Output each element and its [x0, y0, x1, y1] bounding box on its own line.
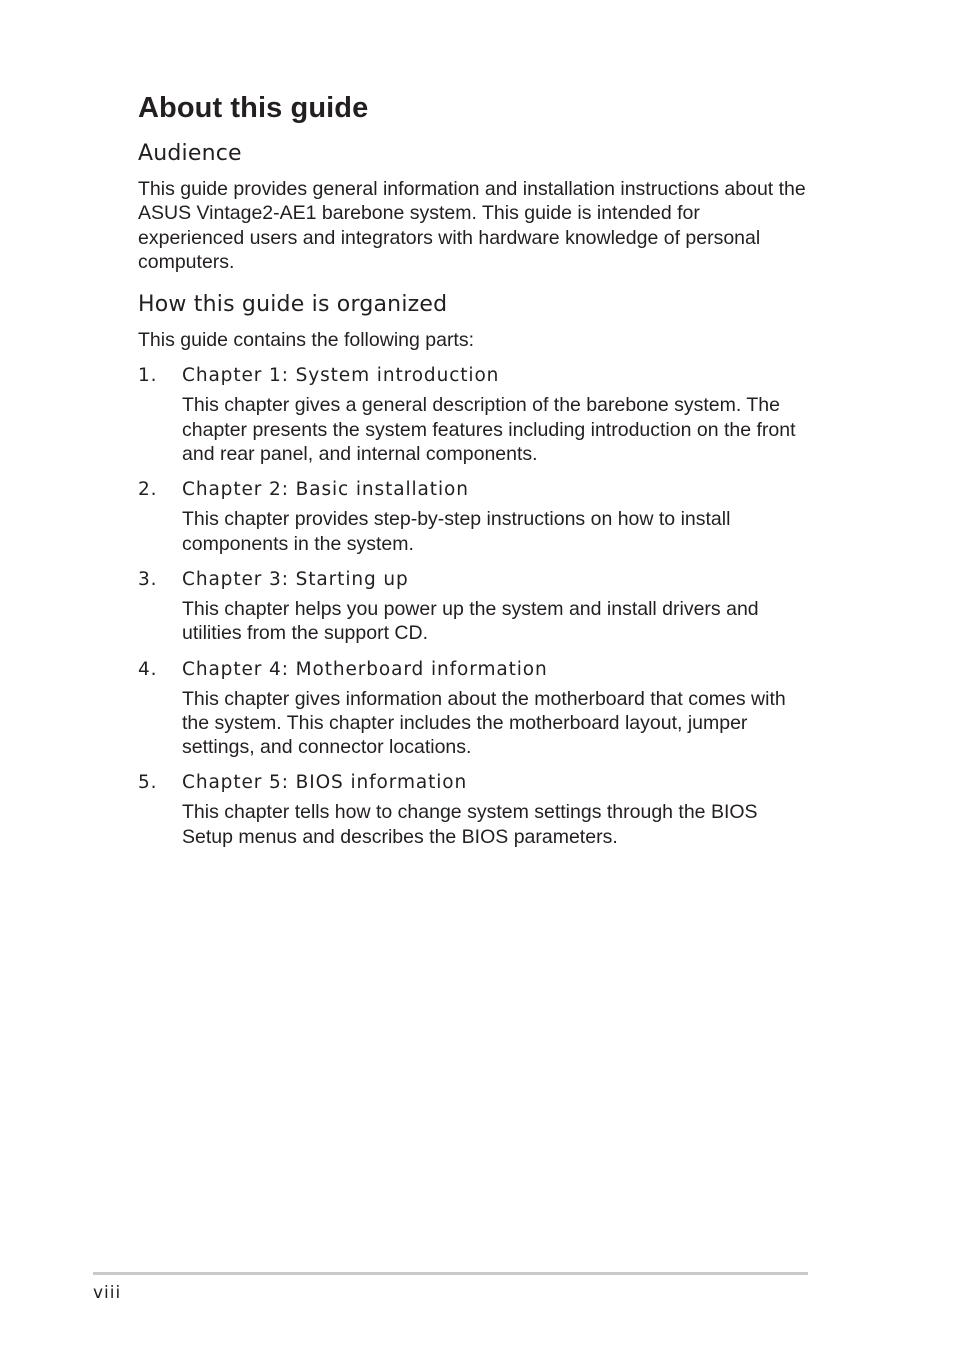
organized-heading: How this guide is organized: [138, 292, 448, 318]
chapter-item-3: [138, 568, 808, 646]
chapter-number: 1.: [138, 365, 158, 387]
chapter-title: [138, 658, 808, 682]
chapter-title: [138, 364, 808, 388]
chapter-description: This chapter helps you power up the system and install drivers and utilities from the support CD.: [182, 597, 759, 645]
chapter-title: [138, 568, 808, 592]
audience-heading: Audience: [138, 141, 242, 166]
chapter-item-1: [138, 364, 808, 466]
audience-text: This guide provides general information and installation instructions about the ASUS Vintage2-AE1 barebone system. This guide is intended for experienced users and integrators with hardware knowledge of personal computers.: [138, 178, 806, 273]
chapter-description: This chapter provides step-by-step instructions on how to install components in the system.: [182, 508, 731, 555]
chapter-title: [138, 771, 808, 795]
chapter-number: 4.: [138, 658, 158, 680]
page-number: viii: [93, 1283, 122, 1303]
chapter-description: This chapter gives information about the motherboard that comes with the system. This chapter includes the motherboard layout, jumper settings, and connector locations.: [182, 687, 786, 759]
organized-intro: This guide contains the following parts:: [138, 329, 475, 352]
chapter-description: This chapter tells how to change system settings through the BIOS Setup menus and describes the BIOS parameters.: [182, 801, 758, 848]
chapter-number: 3.: [138, 568, 158, 590]
chapter-number: 5.: [138, 772, 158, 794]
chapter-item-4: [138, 658, 808, 760]
chapter-number: 2.: [138, 479, 158, 501]
chapter-title-text: Chapter 4: Motherboard information: [182, 658, 548, 680]
chapter-list: [138, 364, 808, 849]
chapter-title: [138, 478, 808, 502]
page-content: [138, 88, 808, 861]
chapter-title-text: Chapter 5: BIOS information: [182, 772, 468, 794]
chapter-title-text: Chapter 3: Starting up: [182, 568, 409, 590]
chapter-title-text: Chapter 2: Basic installation: [182, 479, 469, 501]
chapter-item-5: [138, 771, 808, 849]
chapter-title-text: Chapter 1: System introduction: [182, 365, 500, 387]
footer-divider: [93, 1272, 808, 1275]
chapter-item-2: [138, 478, 808, 556]
page-title: About this guide: [138, 92, 369, 124]
chapter-description: This chapter gives a general description of the barebone system. The chapter presents the system features including introduction on the front and rear panel, and internal components.: [182, 394, 796, 466]
